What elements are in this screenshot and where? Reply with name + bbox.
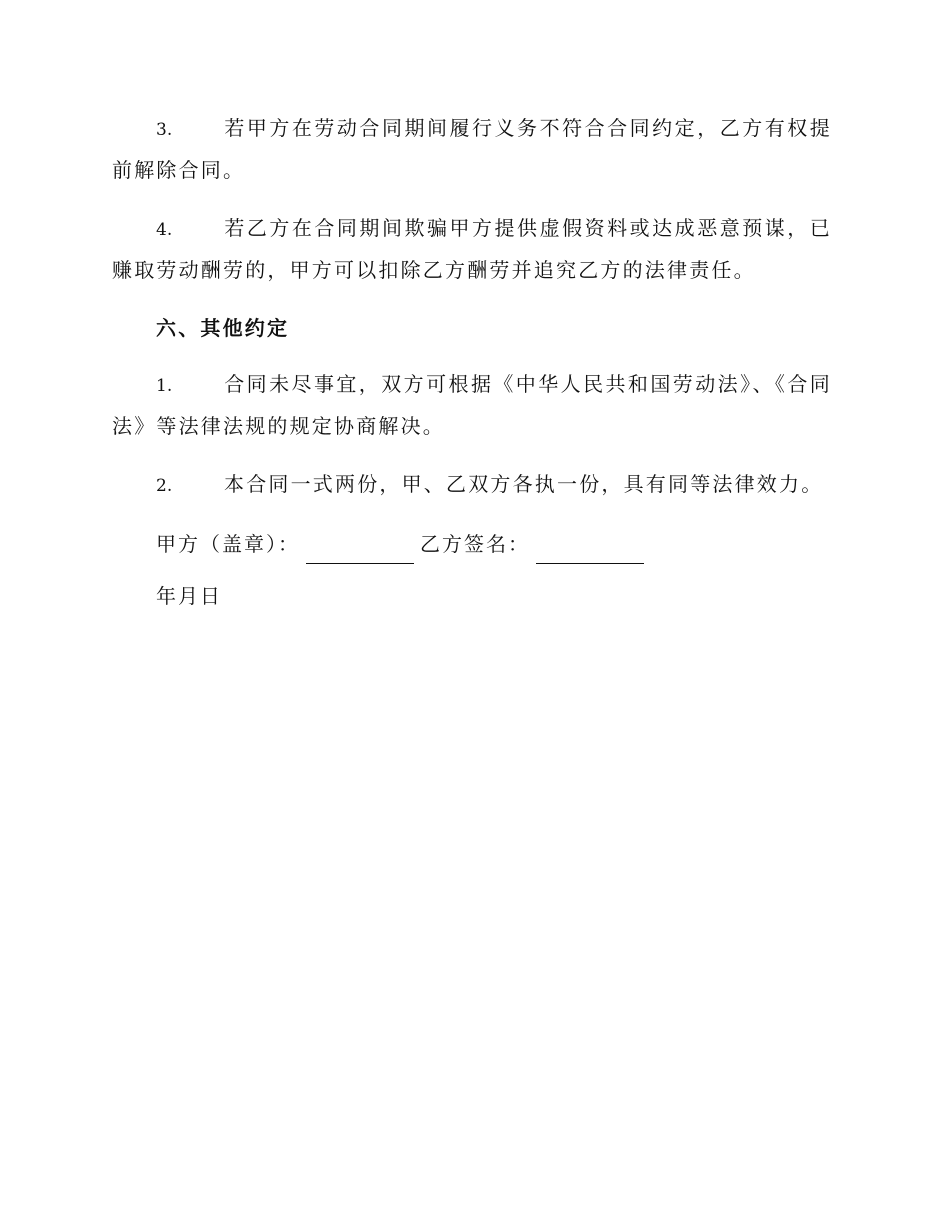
clause-number: 2. — [156, 476, 173, 496]
signature-line — [156, 524, 832, 564]
date-label: 年月日 — [156, 584, 222, 608]
party-a-seal-blank[interactable] — [306, 537, 414, 564]
clause-text: 本合同一式两份，甲、乙双方各执一份，具有同等法律效力。 — [224, 472, 824, 496]
clause-text: 若甲方在劳动合同期间履行义务不符合合同约定，乙方有权提前解除合同。 — [112, 116, 832, 182]
party-b-signature-blank[interactable] — [536, 537, 644, 564]
clause-6-2 — [112, 464, 832, 506]
clause-number: 4. — [156, 220, 173, 240]
document-body — [112, 108, 832, 616]
clause-6-1 — [112, 364, 832, 446]
clause-text: 若乙方在合同期间欺骗甲方提供虚假资料或达成恶意预谋，已赚取劳动酬劳的，甲方可以扣除乙方酬劳并追究乙方的法律责任。 — [112, 216, 832, 282]
clause-text: 合同未尽事宜，双方可根据《中华人民共和国劳动法》、《合同法》等法律法规的规定协商解决。 — [112, 372, 832, 438]
clause-number: 1. — [156, 376, 173, 396]
party-b-signature-label: 乙方签名： — [420, 532, 530, 556]
section-heading-other-terms: 六、其他约定 — [156, 316, 290, 340]
clause-number: 3. — [156, 120, 173, 140]
clause-5-3 — [112, 108, 832, 190]
party-a-seal-label: 甲方（盖章）： — [156, 532, 300, 556]
clause-5-4 — [112, 208, 832, 290]
